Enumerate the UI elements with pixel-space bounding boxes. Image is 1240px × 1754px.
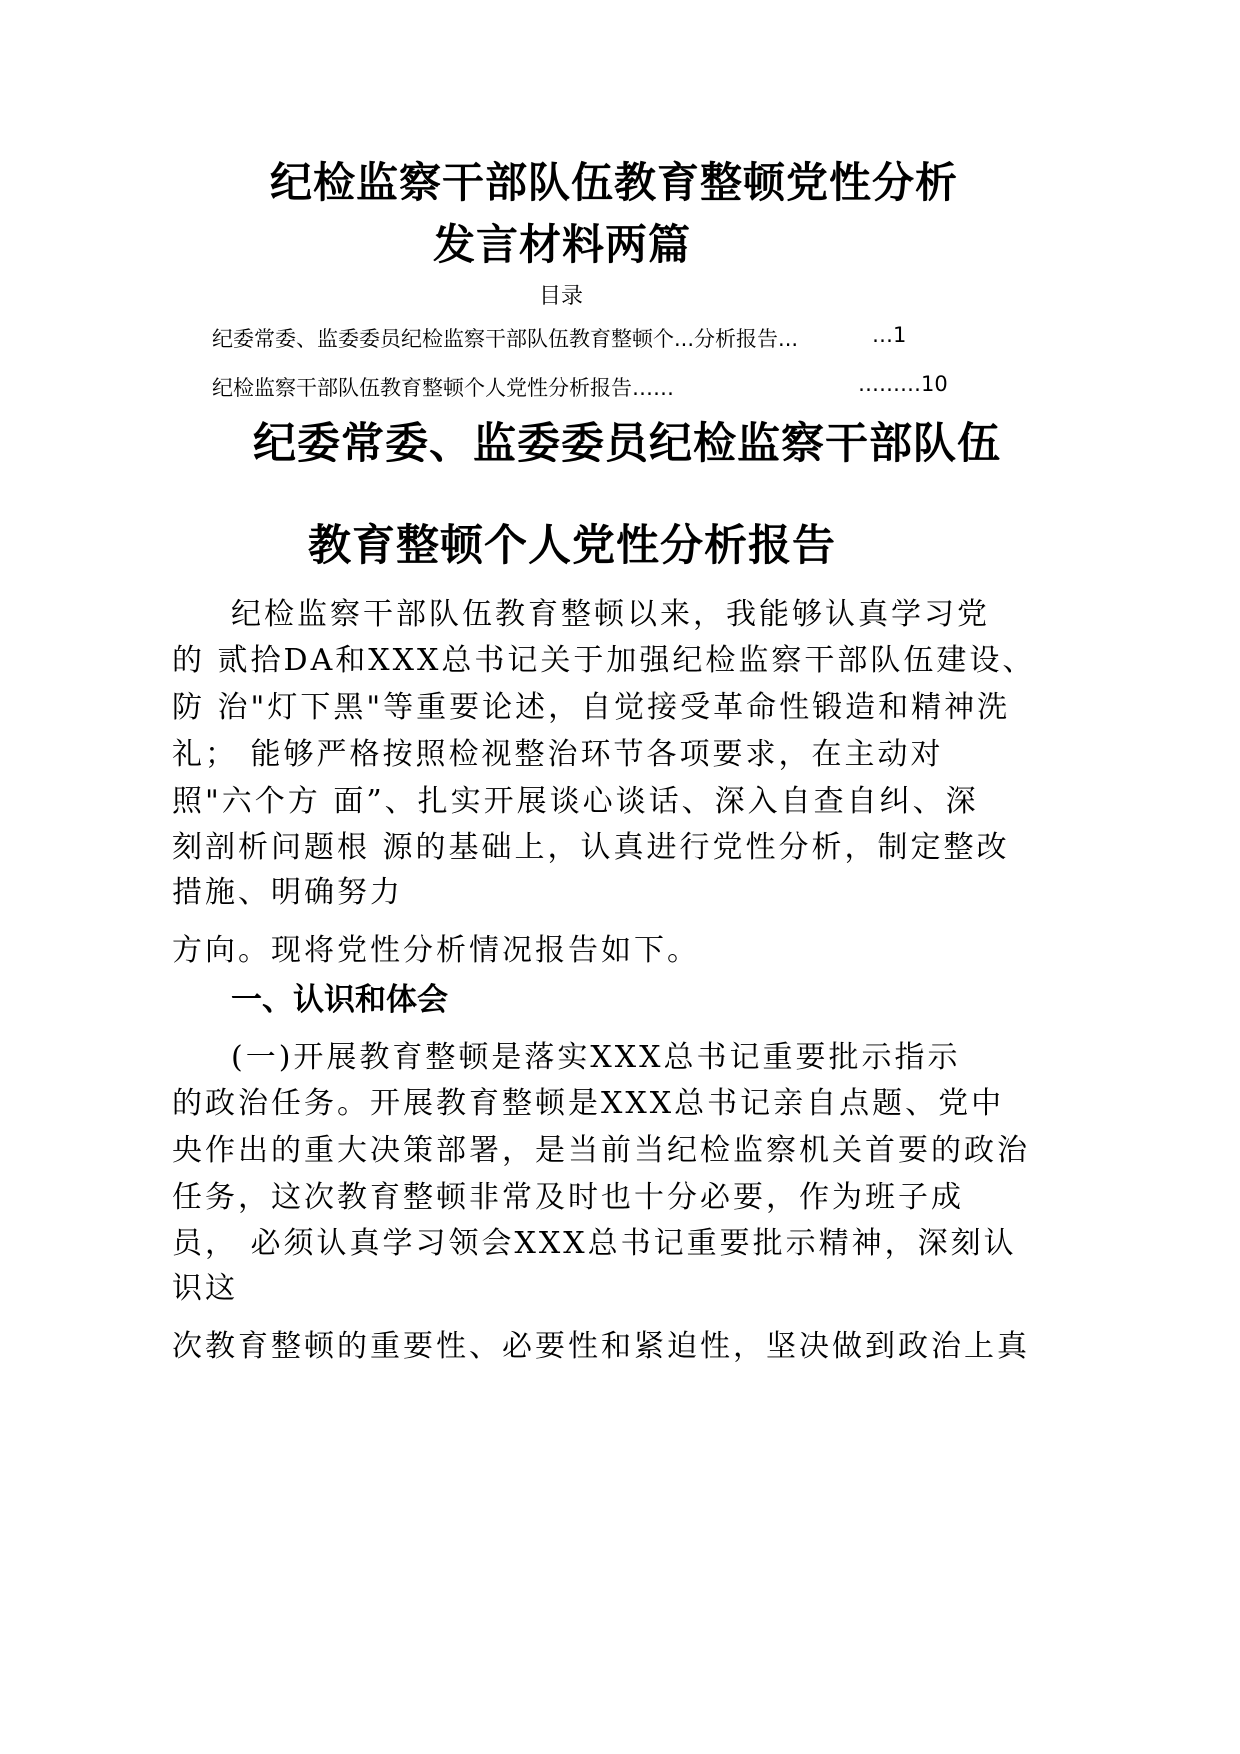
toc-entry-2-page[interactable]: ………10 (858, 372, 948, 396)
toc-heading: 目录 (539, 284, 584, 309)
paragraph-1-line-6: 刻剖析问题根 源的基础上，认真进行党性分析，制定整改 (172, 830, 1010, 865)
paragraph-2-line-4: 任务，这次教育整顿非常及时也十分必要，作为班子成 (172, 1180, 964, 1215)
paragraph-1-line-1: 纪检监察干部队伍教育整顿以来，我能够认真学习党 (231, 597, 990, 632)
paragraph-1-line-3: 防 治"灯下黑"等重要论述，自觉接受革命性锻造和精神洗 (172, 690, 1011, 725)
paragraph-2-line-7: 次教育整顿的重要性、必要性和紧迫性，坚决做到政治上真 (172, 1329, 1030, 1364)
paragraph-2-line-3: 央作出的重大决策部署，是当前当纪检监察机关首要的政治 (172, 1133, 1030, 1168)
paragraph-2-line-1: (一)开展教育整顿是落实XXX总书记重要批示指示 (231, 1040, 961, 1075)
report-title-line-1: 纪委常委、监委委员纪检监察干部队伍 (253, 419, 1001, 469)
paragraph-1-line-5: 照"六个方 面”、扎实开展谈心谈话、深入自查自纠、深 (172, 784, 979, 819)
paragraph-1-line-7: 措施、明确努力 (172, 875, 403, 910)
toc-entry-1-page[interactable]: …1 (872, 323, 907, 347)
paragraph-2-line-2: 的政治任务。开展教育整顿是XXX总书记亲自点题、党中 (172, 1086, 1005, 1121)
report-title-line-2: 教育整顿个人党性分析报告 (308, 521, 836, 571)
toc-entry-2-text[interactable]: 纪检监察干部队伍教育整顿个人党性分析报告…… (212, 376, 674, 400)
paragraph-1-line-8: 方向。现将党性分析情况报告如下。 (172, 933, 700, 968)
toc-entry-1-text[interactable]: 纪委常委、监委委员纪检监察干部队伍教育整顿个...分析报告... (212, 327, 799, 351)
paragraph-1-line-2: 的 贰拾DA和XXX总书记关于加强纪检监察干部队伍建设、 (172, 643, 1036, 678)
paragraph-1-line-4: 礼； 能够严格按照检视整治环节各项要求，在主动对 (172, 737, 944, 772)
paragraph-2-line-5: 员， 必须认真学习领会XXX总书记重要批示精神，深刻认 (172, 1226, 1017, 1261)
paragraph-2-line-6: 识这 (172, 1271, 238, 1306)
document-title-line-1: 纪检监察干部队伍教育整顿党性分析 (270, 158, 959, 207)
section-1-heading: 一、认识和体会 (231, 982, 448, 1018)
document-title-line-2: 发言材料两篇 (433, 220, 692, 269)
